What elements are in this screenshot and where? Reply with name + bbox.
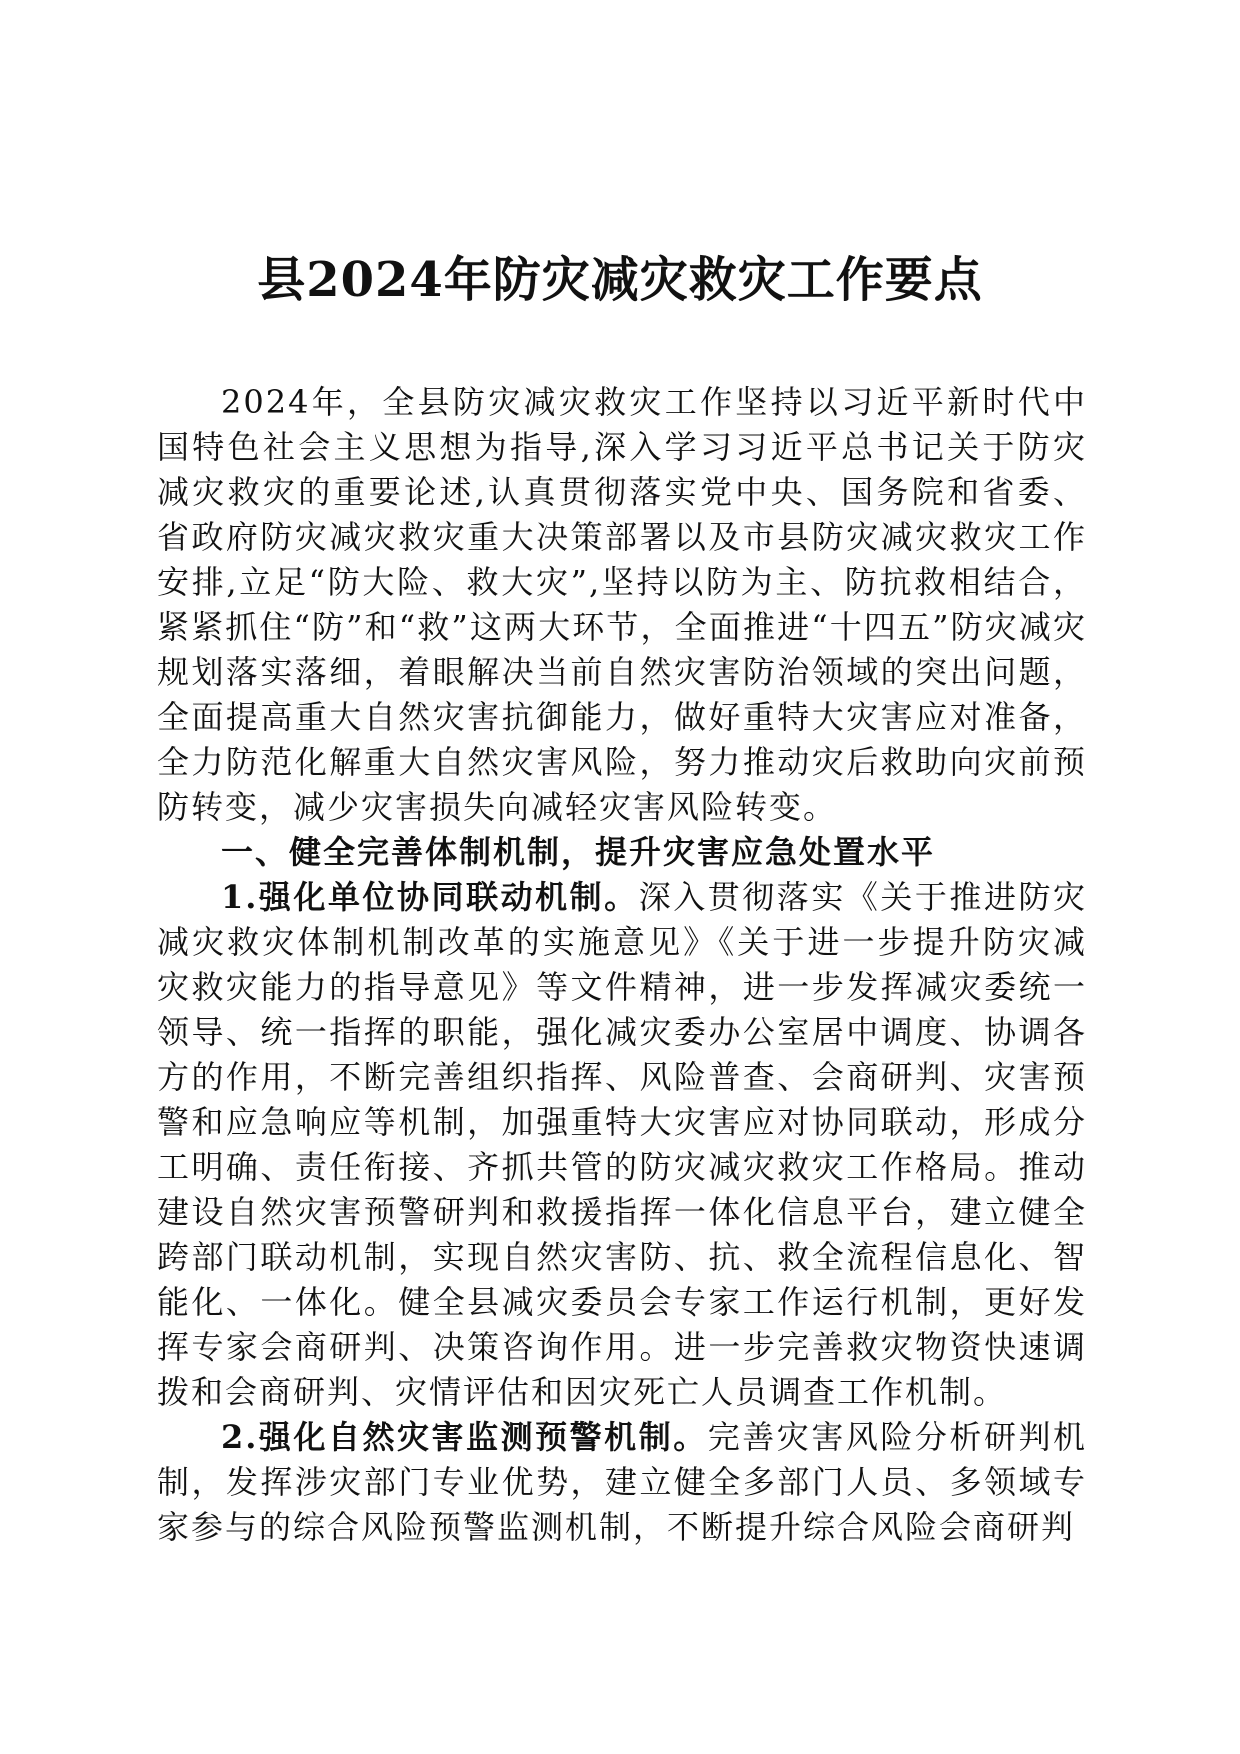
item-lead-1: 1.强化单位协同联动机制。 — [221, 878, 639, 916]
item-paragraph-1 — [157, 875, 1087, 1415]
item-text-2: 完善灾害风险分析研判机制，发挥涉灾部门专业优势，建立健全多部门人员、多领域专家参与的综合风险预警监测机制，不断提升综合风险会商研判 — [157, 1418, 1087, 1546]
document-title: 县2024年防灾减灾救灾工作要点 — [257, 252, 983, 308]
item-lead-2: 2.强化自然灾害监测预警机制。 — [221, 1418, 708, 1456]
section-heading-1: 一、健全完善体制机制，提升灾害应急处置水平 — [221, 833, 936, 871]
item-text-1: 深入贯彻落实《关于推进防灾减灾救灾体制机制改革的实施意见》《关于进一步提升防灾减灾救灾能力的指导意见》等文件精神，进一步发挥减灾委统一领导、统一指挥的职能，强化减灾委办公室居中调度、协调各方的作用，不断完善组织指挥、风险普查、会商研判、灾害预警和应急响应等机制，加强重特大灾害应对协同联动，形成分工明确、责任衔接、齐抓共管的防灾减灾救灾工作格局。推动建设自然灾害预警研判和救援指挥一体化信息平台，建立健全跨部门联动机制，实现自然灾害防、抗、救全流程信息化、智能化、一体化。健全县减灾委员会专家工作运行机制，更好发挥专家会商研判、决策咨询作用。进一步完善救灾物资快速调拨和会商研判、灾情评估和因灾死亡人员调查工作机制。 — [157, 878, 1087, 1411]
document-body — [157, 380, 1087, 1550]
item-paragraph-2 — [157, 1415, 1087, 1550]
intro-paragraph: 2024年，全县防灾减灾救灾工作坚持以习近平新时代中国特色社会主义思想为指导,深入学习习近平总书记关于防灾减灾救灾的重要论述,认真贯彻落实党中央、国务院和省委、省政府防灾减灾救灾重大决策部署以及市县防灾减灾救灾工作安排,立足“防大险、救大灾”,坚持以防为主、防抗救相结合，紧紧抓住“防”和“救”这两大环节，全面推进“十四五”防灾减灾规划落实落细，着眼解决当前自然灾害防治领域的突出问题，全面提高重大自然灾害抗御能力，做好重特大灾害应对准备，全力防范化解重大自然灾害风险，努力推动灾后救助向灾前预防转变，减少灾害损失向减轻灾害风险转变。 — [157, 383, 1087, 826]
